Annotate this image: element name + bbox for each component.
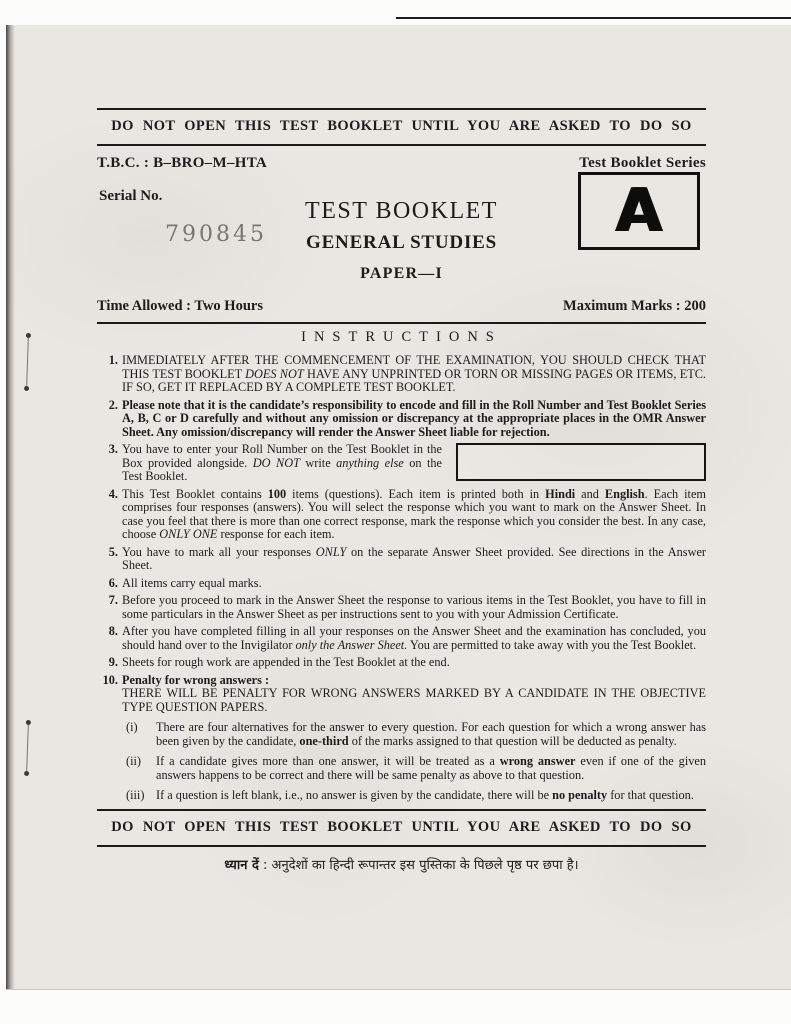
instruction-number: 6. xyxy=(108,575,118,590)
instruction-text: You have to mark all your responses ONLY on the separate Answer Sheet provided. See directions in the Answer Sheet. xyxy=(122,544,706,572)
instruction-text: Before you proceed to mark in the Answer Sheet the response to various items in the Test Booklet, you have to fill in some particulars in the Answer Sheet as per instructions sent to you with your Admission Certificate. xyxy=(122,593,706,621)
time-allowed-label: Time Allowed : Two Hours xyxy=(97,298,263,314)
test-booklet-cover-page xyxy=(6,25,791,990)
instruction-text: Please note that it is the candidate’s responsibility to encode and fill in the Roll Number and Test Booklet Series A, B, C or D carefully and without any omission or discrepancy at the appropriate places in the OMR Answer Sheet. Any omission/discrepancy will render the Answer Sheet liable for rejection. xyxy=(122,397,706,439)
instruction-text: After you have completed filling in all your responses on the Answer Sheet and the examination has concluded, you should hand over to the Invigilator only the Answer Sheet. You are permitted to take away with you the Test Booklet. xyxy=(122,624,706,652)
penalty-subitem-iii xyxy=(122,789,706,803)
tbc-series-row xyxy=(97,155,706,172)
instruction-item-9 xyxy=(97,656,706,670)
instruction-number: 4. xyxy=(108,486,118,501)
instruction-number: 5. xyxy=(108,544,118,559)
booklet-title: TEST BOOKLET xyxy=(305,198,498,224)
instruction-number: 1. xyxy=(108,353,118,367)
series-letter: A xyxy=(615,176,663,246)
penalty-block xyxy=(122,674,706,803)
subitem-text: If a candidate gives more than one answer, it will be treated as a wrong answer even if one of the given answers happens to be correct and there will be same penalty as above to that question. xyxy=(156,754,706,782)
penalty-body: THERE WILL BE PENALTY FOR WRONG ANSWERS MARKED BY A CANDIDATE IN THE OBJECTIVE TYPE QUESTION PAPERS. xyxy=(122,686,706,714)
subitem-text: If a question is left blank, i.e., no answer is given by the candidate, there will be no penalty for that question. xyxy=(156,788,694,802)
series-letter-box xyxy=(578,172,700,250)
serial-number-stamp: 790845 xyxy=(165,222,267,247)
instruction-item-5 xyxy=(97,546,706,573)
subitem-number: (ii) xyxy=(126,754,142,768)
subitem-number: (i) xyxy=(126,720,138,734)
instruction-item-7 xyxy=(97,594,706,621)
instruction-item-2 xyxy=(97,399,706,440)
instruction-text: Sheets for rough work are appended in the Test Booklet at the end. xyxy=(122,655,450,669)
instruction-item-8 xyxy=(97,625,706,652)
page-left-edge-shadow xyxy=(6,25,15,989)
instruction-number: 3. xyxy=(108,442,118,456)
roll-number-box xyxy=(456,443,706,481)
instructions-heading: INSTRUCTIONS xyxy=(97,322,706,346)
title-block xyxy=(97,172,706,298)
tbc-code: T.B.C. : B–BRO–M–HTA xyxy=(97,155,268,171)
instructions-list xyxy=(97,354,706,803)
top-warning-banner: DO NOT OPEN THIS TEST BOOKLET UNTIL YOU ARE ASKED TO DO SO xyxy=(97,108,706,146)
instruction-item-3 xyxy=(97,443,706,484)
page-content xyxy=(97,108,706,873)
booklet-top-edge xyxy=(396,17,791,19)
test-booklet-series-label: Test Booklet Series xyxy=(579,155,706,171)
booklet-titles xyxy=(305,198,498,283)
instruction-item-4 xyxy=(97,488,706,542)
penalty-heading: Penalty for wrong answers : xyxy=(122,672,270,687)
staple-mark xyxy=(26,724,31,772)
maximum-marks-label: Maximum Marks : 200 xyxy=(563,298,706,314)
instruction-text: This Test Booklet contains 100 items (questions). Each item is printed both in Hindi and English. Each item comprises four responses (answers). You will select the response which you want to mark on the Answer Sheet. In case you feel that there is more than one correct response, mark the response which you consider the best. In any case, choose ONLY ONE response for each item. xyxy=(122,486,706,541)
instruction-item-6 xyxy=(97,577,706,591)
instruction-number: 7. xyxy=(108,593,118,607)
paper-number: PAPER—I xyxy=(360,265,443,282)
instruction-number: 9. xyxy=(108,655,118,669)
serial-no-label: Serial No. xyxy=(99,188,163,204)
subitem-number: (iii) xyxy=(126,788,145,802)
instruction-number: 2. xyxy=(108,397,118,412)
instruction-text: All items carry equal marks. xyxy=(122,575,262,590)
instruction-item-1 xyxy=(97,354,706,395)
time-marks-row xyxy=(97,298,706,322)
instruction-number: 8. xyxy=(108,624,118,638)
penalty-subitem-i xyxy=(122,721,706,748)
subject-title: GENERAL STUDIES xyxy=(306,232,497,253)
instruction-item-10-penalty xyxy=(97,674,706,803)
penalty-subitem-ii xyxy=(122,755,706,782)
bottom-warning-banner: DO NOT OPEN THIS TEST BOOKLET UNTIL YOU ARE ASKED TO DO SO xyxy=(97,809,706,847)
instruction-number: 10. xyxy=(102,672,118,687)
staple-mark xyxy=(26,337,31,387)
instruction-text: You have to enter your Roll Number on the Test Booklet in the Box provided alongside. DO NOT write anything else on the Test Booklet. xyxy=(122,442,443,483)
instruction-text: IMMEDIATELY AFTER THE COMMENCEMENT OF THE EXAMINATION, YOU SHOULD CHECK THAT THIS TEST BOOKLET DOES NOT HAVE ANY UNPRINTED OR TORN OR MISSING PAGES OR ITEMS, ETC. IF SO, GET IT REPLACED BY A COMPLETE TEST BOOKLET. xyxy=(122,353,707,394)
subitem-text: There are four alternatives for the answer to every question. For each question for which a wrong answer has been given by the candidate, one-third of the marks assigned to that question will be deducted as penalty. xyxy=(156,720,706,748)
hindi-translation-note: ध्यान दें : अनुदेशों का हिन्दी रूपान्तर इस पुस्तिका के पिछले पृष्ठ पर छपा है। xyxy=(224,857,579,873)
